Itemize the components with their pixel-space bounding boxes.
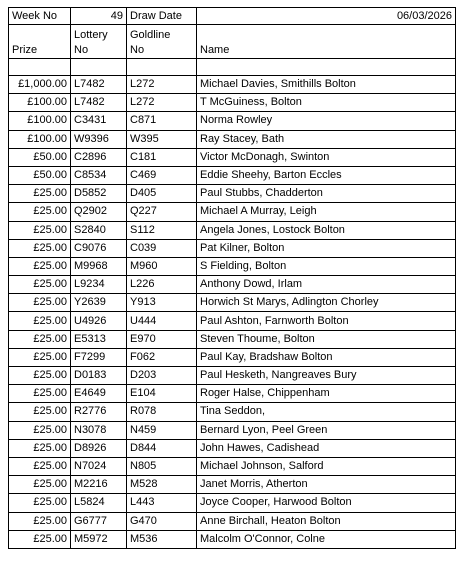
winner-name-cell: Steven Thoume, Bolton xyxy=(197,330,456,348)
blank-cell xyxy=(9,59,71,76)
table-row xyxy=(9,421,456,439)
winner-name-cell: Norma Rowley xyxy=(197,112,456,130)
winner-name-cell: Eddie Sheehy, Barton Eccles xyxy=(197,166,456,184)
winner-name-cell: T McGuiness, Bolton xyxy=(197,94,456,112)
table-row xyxy=(9,239,456,257)
winner-name-cell: Paul Kay, Bradshaw Bolton xyxy=(197,348,456,366)
table-row xyxy=(9,148,456,166)
prize-cell: £1,000.00 xyxy=(9,76,71,94)
lottery-number-cell: Q2902 xyxy=(71,203,127,221)
winner-name-cell: Michael Davies, Smithills Bolton xyxy=(197,76,456,94)
table-row xyxy=(9,385,456,403)
prize-cell: £25.00 xyxy=(9,476,71,494)
prize-cell: £25.00 xyxy=(9,512,71,530)
blank-cell xyxy=(197,59,456,76)
blank-row xyxy=(9,59,456,76)
table-row xyxy=(9,185,456,203)
goldline-number-cell: Y913 xyxy=(127,294,197,312)
table-row xyxy=(9,203,456,221)
winner-name-cell: Roger Halse, Chippenham xyxy=(197,385,456,403)
goldline-number-cell: M536 xyxy=(127,530,197,548)
prize-cell: £25.00 xyxy=(9,276,71,294)
winner-name-cell: Anthony Dowd, Irlam xyxy=(197,276,456,294)
table-row xyxy=(9,130,456,148)
table-row xyxy=(9,257,456,275)
results-sheet xyxy=(8,7,455,549)
prize-cell: £25.00 xyxy=(9,494,71,512)
lottery-number-cell: D8926 xyxy=(71,439,127,457)
draw-date-value: 06/03/2026 xyxy=(197,8,456,25)
prize-cell: £25.00 xyxy=(9,421,71,439)
winner-name-cell: Joyce Cooper, Harwood Bolton xyxy=(197,494,456,512)
prize-cell: £25.00 xyxy=(9,221,71,239)
winner-name-cell: Anne Birchall, Heaton Bolton xyxy=(197,512,456,530)
goldline-column-header: Goldline No xyxy=(127,25,197,59)
goldline-number-cell: L272 xyxy=(127,76,197,94)
goldline-number-cell: Q227 xyxy=(127,203,197,221)
prize-cell: £25.00 xyxy=(9,367,71,385)
week-label: Week No xyxy=(9,8,71,25)
table-row xyxy=(9,494,456,512)
lottery-number-cell: C2896 xyxy=(71,148,127,166)
prize-cell: £100.00 xyxy=(9,112,71,130)
prize-cell: £25.00 xyxy=(9,385,71,403)
winner-name-cell: Janet Morris, Atherton xyxy=(197,476,456,494)
winner-name-cell: Paul Hesketh, Nangreaves Bury xyxy=(197,367,456,385)
lottery-number-cell: U4926 xyxy=(71,312,127,330)
table-row xyxy=(9,166,456,184)
table-row xyxy=(9,512,456,530)
prize-cell: £50.00 xyxy=(9,166,71,184)
prize-cell: £25.00 xyxy=(9,348,71,366)
goldline-number-cell: M960 xyxy=(127,257,197,275)
winner-name-cell: Horwich St Marys, Adlington Chorley xyxy=(197,294,456,312)
lottery-number-cell: M5972 xyxy=(71,530,127,548)
goldline-number-cell: E104 xyxy=(127,385,197,403)
goldline-number-cell: U444 xyxy=(127,312,197,330)
lottery-number-cell: E5313 xyxy=(71,330,127,348)
blank-cell xyxy=(71,59,127,76)
prize-cell: £25.00 xyxy=(9,457,71,475)
table-row xyxy=(9,76,456,94)
winner-name-cell: Paul Ashton, Farnworth Bolton xyxy=(197,312,456,330)
prize-cell: £25.00 xyxy=(9,185,71,203)
winner-name-cell: Michael Johnson, Salford xyxy=(197,457,456,475)
winner-name-cell: Malcolm O'Connor, Colne xyxy=(197,530,456,548)
table-row xyxy=(9,330,456,348)
lottery-number-cell: R2776 xyxy=(71,403,127,421)
goldline-number-cell: M528 xyxy=(127,476,197,494)
table-row xyxy=(9,294,456,312)
goldline-number-cell: C871 xyxy=(127,112,197,130)
prize-cell: £25.00 xyxy=(9,439,71,457)
goldline-number-cell: L443 xyxy=(127,494,197,512)
table-row xyxy=(9,276,456,294)
lottery-number-cell: Y2639 xyxy=(71,294,127,312)
lottery-number-cell: L9234 xyxy=(71,276,127,294)
goldline-number-cell: D203 xyxy=(127,367,197,385)
prize-column-header: Prize xyxy=(9,25,71,59)
goldline-number-cell: D844 xyxy=(127,439,197,457)
table-row xyxy=(9,348,456,366)
winner-name-cell: Michael A Murray, Leigh xyxy=(197,203,456,221)
table-row xyxy=(9,476,456,494)
winner-name-cell: John Hawes, Cadishead xyxy=(197,439,456,457)
goldline-number-cell: G470 xyxy=(127,512,197,530)
prize-cell: £25.00 xyxy=(9,239,71,257)
lottery-number-cell: L5824 xyxy=(71,494,127,512)
lottery-number-cell: F7299 xyxy=(71,348,127,366)
table-row xyxy=(9,403,456,421)
blank-cell xyxy=(127,59,197,76)
goldline-number-cell: N459 xyxy=(127,421,197,439)
prize-cell: £25.00 xyxy=(9,403,71,421)
goldline-number-cell: F062 xyxy=(127,348,197,366)
goldline-number-cell: L272 xyxy=(127,94,197,112)
lottery-number-cell: G6777 xyxy=(71,512,127,530)
winner-name-cell: Bernard Lyon, Peel Green xyxy=(197,421,456,439)
prize-cell: £25.00 xyxy=(9,294,71,312)
lottery-number-cell: C3431 xyxy=(71,112,127,130)
goldline-number-cell: C469 xyxy=(127,166,197,184)
week-row xyxy=(9,8,456,25)
goldline-number-cell: L226 xyxy=(127,276,197,294)
prize-cell: £100.00 xyxy=(9,94,71,112)
week-value: 49 xyxy=(71,8,127,25)
prize-cell: £100.00 xyxy=(9,130,71,148)
winner-name-cell: Pat Kilner, Bolton xyxy=(197,239,456,257)
lottery-number-cell: N7024 xyxy=(71,457,127,475)
prize-cell: £25.00 xyxy=(9,257,71,275)
draw-date-label: Draw Date xyxy=(127,8,197,25)
prize-cell: £25.00 xyxy=(9,530,71,548)
winner-name-cell: S Fielding, Bolton xyxy=(197,257,456,275)
lottery-number-cell: D5852 xyxy=(71,185,127,203)
winner-name-cell: Angela Jones, Lostock Bolton xyxy=(197,221,456,239)
table-row xyxy=(9,439,456,457)
table-row xyxy=(9,112,456,130)
lottery-number-cell: N3078 xyxy=(71,421,127,439)
goldline-number-cell: E970 xyxy=(127,330,197,348)
lottery-column-header: Lottery No xyxy=(71,25,127,59)
lottery-number-cell: S2840 xyxy=(71,221,127,239)
winner-name-cell: Tina Seddon, xyxy=(197,403,456,421)
prize-cell: £25.00 xyxy=(9,330,71,348)
lottery-number-cell: E4649 xyxy=(71,385,127,403)
lottery-number-cell: D0183 xyxy=(71,367,127,385)
table-row xyxy=(9,530,456,548)
name-column-header: Name xyxy=(197,25,456,59)
goldline-number-cell: C181 xyxy=(127,148,197,166)
table-row xyxy=(9,94,456,112)
winner-name-cell: Ray Stacey, Bath xyxy=(197,130,456,148)
table-row xyxy=(9,367,456,385)
goldline-number-cell: W395 xyxy=(127,130,197,148)
lottery-number-cell: M2216 xyxy=(71,476,127,494)
lottery-number-cell: W9396 xyxy=(71,130,127,148)
table-row xyxy=(9,457,456,475)
winner-name-cell: Paul Stubbs, Chadderton xyxy=(197,185,456,203)
prize-cell: £25.00 xyxy=(9,203,71,221)
lottery-number-cell: C8534 xyxy=(71,166,127,184)
goldline-number-cell: S112 xyxy=(127,221,197,239)
goldline-number-cell: C039 xyxy=(127,239,197,257)
lottery-number-cell: C9076 xyxy=(71,239,127,257)
goldline-number-cell: R078 xyxy=(127,403,197,421)
column-header-row xyxy=(9,25,456,59)
lottery-number-cell: M9968 xyxy=(71,257,127,275)
goldline-number-cell: N805 xyxy=(127,457,197,475)
prize-cell: £25.00 xyxy=(9,312,71,330)
winner-name-cell: Victor McDonagh, Swinton xyxy=(197,148,456,166)
goldline-number-cell: D405 xyxy=(127,185,197,203)
table-row xyxy=(9,221,456,239)
lottery-number-cell: L7482 xyxy=(71,94,127,112)
results-table xyxy=(8,7,456,549)
lottery-number-cell: L7482 xyxy=(71,76,127,94)
prize-cell: £50.00 xyxy=(9,148,71,166)
table-row xyxy=(9,312,456,330)
